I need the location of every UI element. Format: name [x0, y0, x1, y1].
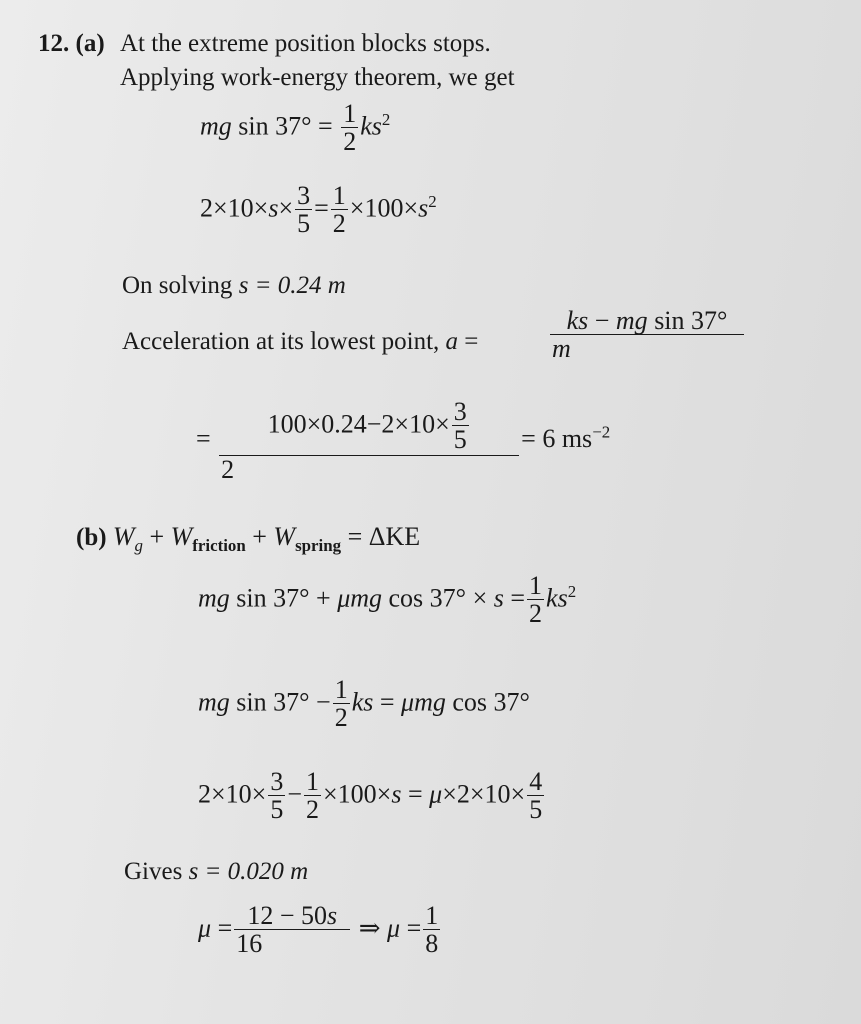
- part-b-line: (b) $W_g + W_{friction} + W_{spring} = \Delta KE$: [76, 522, 421, 556]
- acceleration-line: Acceleration at its lowest point, a =: [122, 328, 479, 355]
- text-line-2: Applying work-energy theorem, we get: [120, 64, 515, 91]
- equation-b3: 2×10× $\frac{3}{5}$ − $\frac{1}{2}$ ×100×s = μ×2×10× $\frac{4}{5}$: [198, 767, 543, 825]
- solving-line: On solving s = 0.24 m: [122, 272, 346, 299]
- equation-2: 2×10×s× $\frac{3}{5}$ = $\frac{1}{2}$ $\times 100\times s^2$: [200, 181, 437, 239]
- equation-1: mg sin 37° = $\frac{1}{2}$ $ks^2$: [200, 99, 391, 157]
- problem-number: 12. (a): [38, 30, 105, 57]
- equation-b4: μ = $\frac{12 - 50s}{16}$ ⇒ μ = $\frac{1}{8}$: [198, 901, 439, 959]
- text-line-1: At the extreme position blocks stops.: [120, 30, 491, 57]
- gives-line: Gives s = 0.020 m: [124, 858, 309, 885]
- equation-b2: mg sin 37° − $\frac{1}{2}$ ks = μmg cos 37°: [198, 675, 530, 733]
- result-a: = 6 $ms^{-2}$: [521, 422, 611, 454]
- part-a-label: (a): [75, 30, 105, 57]
- acceleration-fraction: $\frac{\text{ks − mg sin 37°}}{m}$: [548, 307, 746, 364]
- acceleration-calc: = 100×0.24−2×10× $\frac{3}{5}$ 2 = 6 $ms^{-2}$: [196, 397, 611, 484]
- equation-b1: mg sin 37° + μmg cos 37° × s = $\frac{1}{2}$ $ks^2$: [198, 571, 577, 629]
